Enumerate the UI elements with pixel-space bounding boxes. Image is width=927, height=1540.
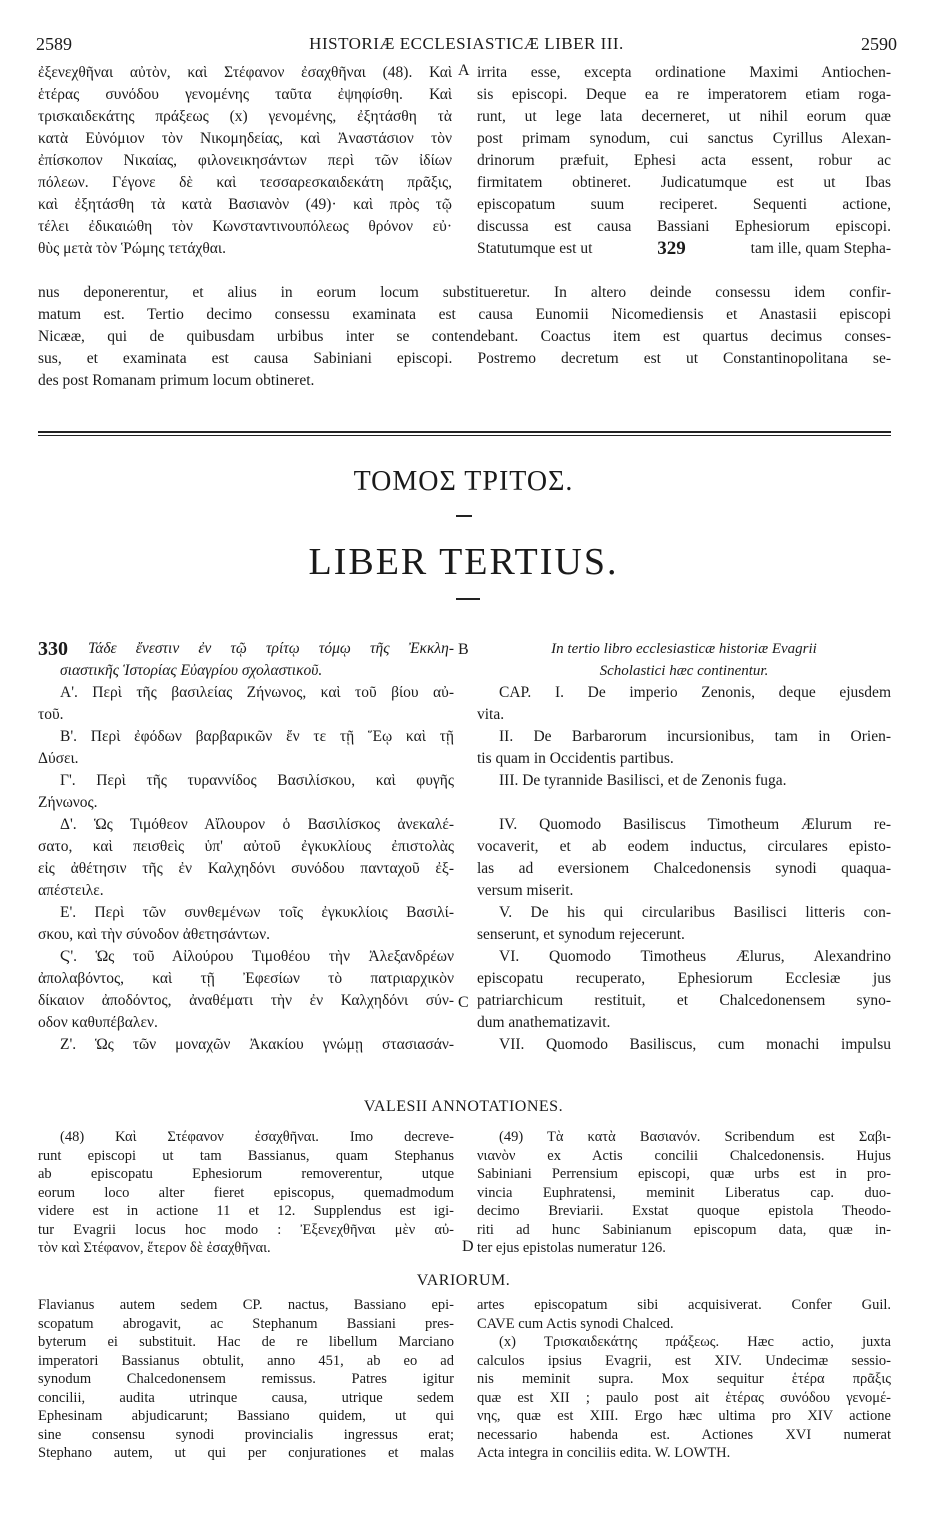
note-line: eorum loco alter fieret episcopus, quemadmodum <box>38 1184 454 1201</box>
greek-line: πόλεων. Γέγονε δὲ καὶ τεσσαρεσκαιδεκάτη πρᾶξις, <box>38 174 452 191</box>
toc-latin-entry: IV. Quomodo Basiliscus Timotheum Ælurum re- <box>499 816 891 833</box>
note-line: τὸν καὶ Στέφανον, ἕτερον δὲ ἐσαχθῆναι. <box>38 1240 271 1256</box>
top-latin-column <box>477 62 891 260</box>
column-number-330: 330 <box>38 638 68 660</box>
toc-greek-entry: σκου, καὶ τὴν σύνοδον ἀθετησάντων. <box>38 926 270 943</box>
note-line: videre est in actione 11 et 12. Supplendus est igi- <box>38 1203 454 1219</box>
toc-greek-entry: οδον καθυπέβαλεν. <box>38 1014 158 1031</box>
toc-latin-entry: las ad eversionem Chalcedonensis synodi quaqua- <box>477 860 891 877</box>
note-line: scopatum abrogavit, ac Stephanum Bassiani pres- <box>38 1315 454 1332</box>
greek-line: ἐπίσκοπον Νικαίας, φιλονεικησάντων περὶ τῶν ἰδίων <box>38 152 452 169</box>
title-dash <box>456 598 480 600</box>
greek-book-title: ΤΟΜΟΣ ΤΡΙΤΟΣ. <box>353 466 574 497</box>
toc-greek-entry: τοῦ. <box>38 706 64 723</box>
greek-line: κατὰ Εὐνόμιον τὸν Νικομηδείας, καὶ Ἀναστάσιον τὸν <box>38 130 452 147</box>
toc-latin-intro: In tertio libro ecclesiasticæ historiæ Evagrii <box>551 641 817 657</box>
toc-greek-intro: σιαστικῆς Ἱστορίας Εὐαγρίου σχολαστικοῦ. <box>60 662 323 679</box>
latin-line: nus deponerentur, et alius in eorum locum substitueretur. In altero deinde consessu idem confir- <box>38 284 891 301</box>
note-line: runt episcopi ut tam Bassianus, quam Stephanus <box>38 1147 454 1164</box>
toc-latin-entry: VII. Quomodo Basiliscus, cum monachi impulsu <box>499 1036 891 1053</box>
note-line: νιανὸν ex Actis concilii Chalcedonensis. Hujus <box>477 1147 891 1164</box>
latin-text: Statutumque est ut <box>477 240 593 257</box>
note-line: Stephano autem, ut qui per conjurationes et malas <box>38 1445 454 1461</box>
toc-latin-spacer <box>477 792 891 814</box>
toc-greek-column <box>38 638 454 1056</box>
toc-greek-entry: Α'. Περὶ τῆς βασιλείας Ζήνωνος, καὶ τοῦ βίου αὐ- <box>60 684 454 701</box>
latin-line: matum est. Tertio decimo consessu examinata est causa Eunomii Nicomediensis et Anastasii episcopi <box>38 306 891 323</box>
note-line: Sabiniani Perrensium episcopi, quæ urbs est in pro- <box>477 1166 891 1182</box>
margin-mark-a: A <box>458 62 470 79</box>
note-line: tur Evagrii locus hoc modo : Ἐξενεχθῆναι μὲν αὐ- <box>38 1221 454 1238</box>
toc-greek-entry: Δ'. Ὡς Τιμόθεον Αἴλουρον ὁ Βασιλίσκος ἀνεκαλέ- <box>60 816 454 833</box>
toc-latin-entry: V. De his qui circularibus Basilisci litteris con- <box>499 904 891 921</box>
latin-line: sis episcopi. Deque ea re imperatorem etiam roga- <box>477 86 891 103</box>
toc-greek-entry: Ε'. Περὶ τῶν συνθεμένων τοῖς ἐγκυκλίοις Βασιλί- <box>60 904 454 921</box>
margin-mark-d: D <box>462 1238 474 1255</box>
toc-greek-entry: ἀπολαβόντος, καὶ τῇ Ἐφεσίων τὸ πατριαρχικὸν <box>38 970 454 987</box>
greek-line: τέλει ἐδικαιώθη τὸν Κωνσταντινουπόλεως θρόνον εὐ· <box>38 218 452 235</box>
toc-latin-entry: senserunt, et synodum rejecerunt. <box>477 926 685 943</box>
valesii-right-column <box>477 1128 891 1258</box>
note-line: sine consensu synodi provincialis ingressus erat; <box>38 1426 454 1443</box>
toc-latin-entry: vita. <box>477 706 505 723</box>
toc-latin-entry: VI. Quomodo Timotheus Ælurus, Alexandrino <box>499 948 891 965</box>
toc-latin-column <box>477 638 891 1056</box>
note-line: Flavianus autem sedem CP. nactus, Bassiano epi- <box>38 1297 454 1313</box>
latin-line: runt, ut lege lata decerneret, ut nihil eorum quæ <box>477 108 891 125</box>
greek-line: καὶ ἐξητάσθη τὰ κατὰ Βασιανὸν (49)· καὶ πρὸς τῷ <box>38 196 452 213</box>
toc-latin-entry: versum miserit. <box>477 882 574 899</box>
toc-latin-intro: Scholastici hæc continentur. <box>599 663 769 679</box>
toc-latin-entry: episcopatu recuperato, Ephesiorum Ecclesiæ jus <box>477 970 891 987</box>
double-rule-top <box>38 431 891 433</box>
valesii-heading: VALESII ANNOTATIONES. <box>363 1098 564 1115</box>
latin-line-329 <box>477 238 891 260</box>
toc-greek-entry: Ϛ'. Ὡς τοῦ Αἰλούρου Τιμοθέου τὴν Ἀλεξανδρέων <box>60 948 454 965</box>
note-line: concilii, audita utrinque causa, utrique sedem <box>38 1389 454 1406</box>
greek-line: τρισκαιδεκάτης πράξεως (x) γενομένης, ἐξητάσθη τὰ <box>38 108 452 125</box>
toc-greek-entry: απέστειλε. <box>38 882 104 899</box>
toc-greek-entry: Β'. Περὶ ἐφόδων βαρβαρικῶν ἔν τε τῇ Ἕῳ καὶ τῇ <box>60 728 454 745</box>
latin-line: episcopatum suum reciperet. Sequenti actione, <box>477 196 891 213</box>
note-line: nis meminit supra. Mox sequitur ἑτέρα πρᾶξις <box>477 1371 891 1387</box>
valesii-left-column <box>38 1128 454 1258</box>
toc-greek-entry: σατο, καὶ πεισθεὶς ὑπ' αὐτοῦ ἐγκυκλίους ἐπιστολὰς <box>38 838 454 855</box>
note-line: Ephesinam abjudicarunt; Bassiano quidem, ut qui <box>38 1408 454 1424</box>
margin-mark-c: C <box>458 994 469 1011</box>
latin-text: tam ille, quam Stepha- <box>750 240 891 257</box>
latin-book-title: LIBER TERTIUS. <box>308 541 619 583</box>
latin-line: sus, et examinata est causa Sabiniani episcopi. Postremo decretum est ut Constantinopolitana se- <box>38 350 891 367</box>
note-line: riti ad hunc Sabinianum episcopum data, quæ in- <box>477 1221 891 1238</box>
top-latin-fullwidth <box>38 282 891 392</box>
toc-greek-entry: Γ'. Περὶ τῆς τυραννίδος Βασιλίσκου, καὶ φυγῆς <box>60 772 454 789</box>
latin-line: irrita esse, excepta ordinatione Maximi Antiochen- <box>477 64 891 81</box>
toc-latin-entry: vocaverit, et ab eodem inductus, circulares episto- <box>477 838 891 855</box>
toc-greek-entry: Δύσει. <box>38 750 79 767</box>
toc-greek-intro: Τάδε ἔνεστιν ἐν τῷ τρίτῳ τόμῳ τῆς Ἐκκλη- <box>88 640 454 657</box>
toc-latin-entry: tis quam in Occidentis partibus. <box>477 750 674 767</box>
note-line: imperatori Bassianus obtulit, anno 451, ab eo ad <box>38 1352 454 1369</box>
title-dash <box>456 515 472 517</box>
note-line: quæ est XII ; paulo post ait ἑτέρας συνόδου γενομέ- <box>477 1389 891 1406</box>
toc-latin-entry: dum anathematizavit. <box>477 1014 611 1031</box>
toc-latin-entry: CAP. I. De imperio Zenonis, deque ejusdem <box>499 684 891 701</box>
toc-greek-entry: εἰς ἀθέτησιν τῆς ἐν Καλχηδόνι συνόδου πανταχοῦ ἐξ- <box>38 860 454 877</box>
running-header <box>36 34 897 58</box>
double-rule-bottom <box>38 435 891 436</box>
toc-latin-entry: III. De tyrannide Basilisci, et de Zenonis fuga. <box>499 772 787 789</box>
toc-greek-entry: Ζήνωνος. <box>38 794 98 811</box>
note-line: synodum Chalcedonensem remissus. Patres igitur <box>38 1371 454 1387</box>
note-line: νης, quæ est XIII. Ergo hæc ultima pro XIV actione <box>477 1408 891 1424</box>
greek-line: ἐξενεχθῆναι αὐτὸν, καὶ Στέφανον ἐσαχθῆναι (48). Καὶ <box>38 64 452 81</box>
latin-line: firmitatem obtineret. Judicatumque est ut Ibas <box>477 174 891 191</box>
note-line: (48) Καὶ Στέφανον ἐσαχθῆναι. Imo decreve- <box>60 1129 454 1145</box>
column-number-329: 329 <box>657 238 686 259</box>
greek-line: ἑτέρας συνόδου γενομένης ταῦτα ἐψηφίσθη. Καὶ <box>38 86 452 103</box>
page-number-left: 2589 <box>36 34 72 54</box>
margin-mark-b: B <box>458 641 469 658</box>
variorum-right-column <box>477 1296 891 1463</box>
note-line: (49) Τὰ κατὰ Βασιανόν. Scribendum est Σαβι- <box>499 1129 891 1145</box>
note-line: vincia Euphratensi, meminit Liberatus cap. duo- <box>477 1184 891 1201</box>
variorum-heading: VARIORUM. <box>416 1272 511 1289</box>
note-line: decimo Breviarii. Exstat quoque epistola Theodo- <box>477 1203 891 1219</box>
note-line: CAVE cum Actis synodi Chalced. <box>477 1315 674 1332</box>
variorum-left-column <box>38 1296 454 1463</box>
toc-latin-entry: patriarchicum restituit, et Chalcedonensem syno- <box>477 992 891 1009</box>
note-line: ab episcopatu Ephesiorum removerentur, utque <box>38 1166 454 1182</box>
note-line: artes episcopatum sibi acquisiverat. Confer Guil. <box>477 1297 891 1313</box>
note-line: byterum ei substituit. Hac de re libellum Marciano <box>38 1334 454 1350</box>
note-line: necessario habenda est. Actiones XVI numerat <box>477 1426 891 1443</box>
toc-greek-entry: Ζ'. Ὡς τῶν μοναχῶν Ἀκακίου γνώμῃ στασιασάν- <box>60 1036 454 1053</box>
greek-line: θὺς μετὰ τὸν Ῥώμης τετάχθαι. <box>38 240 226 257</box>
toc-greek-entry: δίκαιον ἀποδόντος, ἀναθέματι τὴν ἐν Καλχηδόνι σύν- <box>38 992 454 1009</box>
note-line: calculos ipsius Evagrii, est XIV. Undecimæ sessio- <box>477 1352 891 1369</box>
latin-line: des post Romanam primum locum obtineret. <box>38 372 315 389</box>
note-line: Acta integra in conciliis edita. W. LOWTH. <box>477 1445 731 1461</box>
note-line: ter ejus epistolas numeratur 126. <box>477 1240 666 1256</box>
note-line: (x) Τρισκαιδεκάτης πράξεως. Hæc actio, juxta <box>499 1334 891 1350</box>
latin-line: Nicææ, qui de quibusdam urbibus inter se contendebant. Coactus item est quartus decimus conses- <box>38 328 891 345</box>
latin-line: post primam synodum, cui sanctus Cyrillus Alexan- <box>477 130 891 147</box>
toc-latin-entry: II. De Barbarorum incursionibus, tam in Orien- <box>499 728 891 745</box>
page-number-right: 2590 <box>861 34 897 54</box>
latin-line: drinorum præfuit, Ephesi acta essent, robur ac <box>477 152 891 169</box>
latin-line: discussa est causa Bassiani Ephesiorum episcopi. <box>477 218 891 235</box>
top-greek-column <box>38 62 452 260</box>
running-title: HISTORIÆ ECCLESIASTICÆ LIBER III. <box>309 34 624 53</box>
